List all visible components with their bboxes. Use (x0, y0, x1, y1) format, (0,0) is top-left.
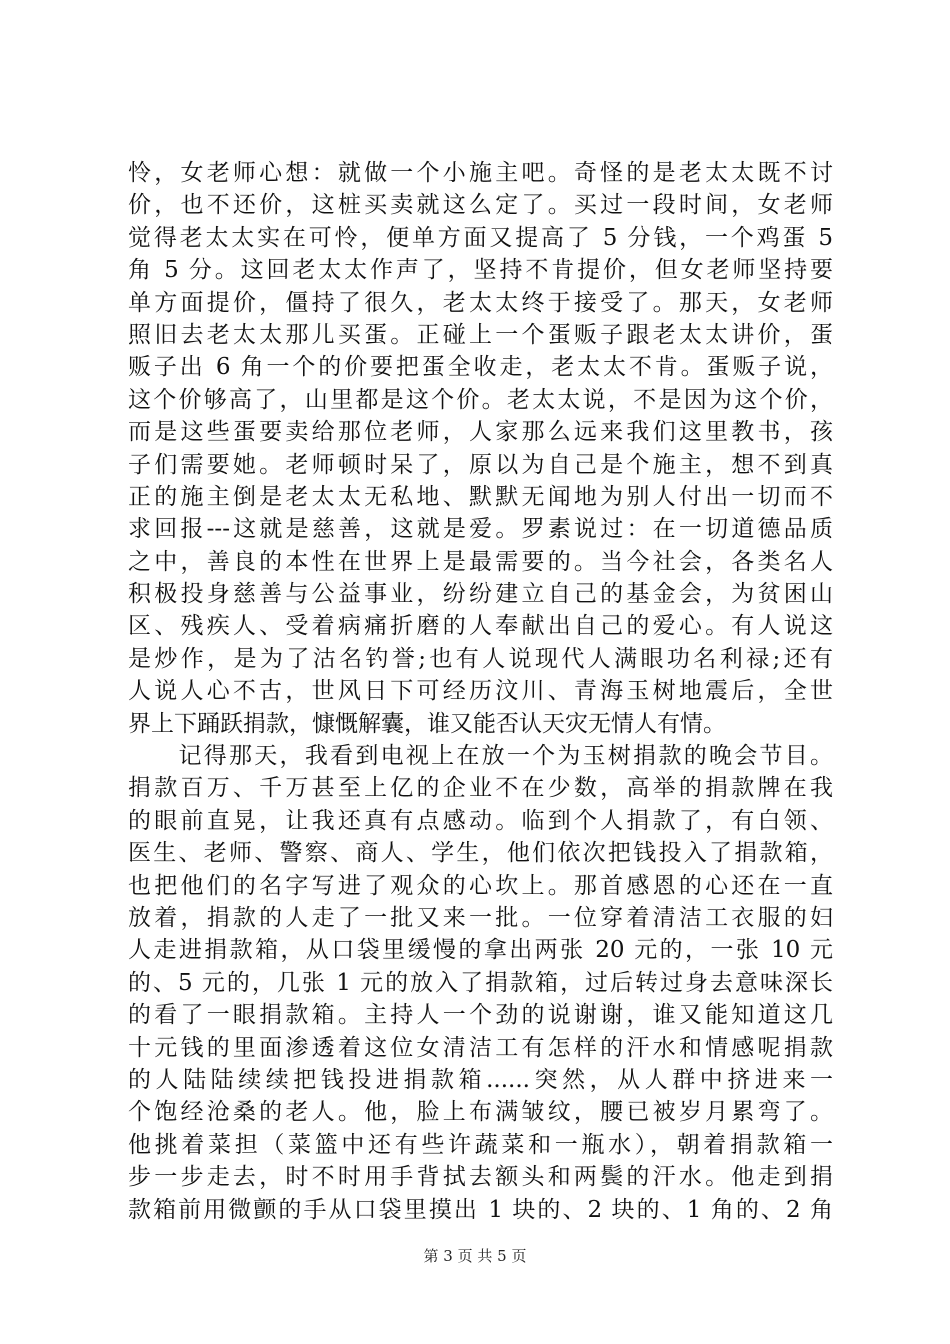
text-line: 是炒作，是为了沽名钓誉;也有人说现代人满眼功名利禄;还有 (128, 645, 833, 672)
text-line: 子们需要她。老师顿时呆了，原以为自己是个施主，想不到真 (128, 451, 833, 478)
text-line: 价，也不还价，这桩买卖就这么定了。买过一段时间，女老师 (128, 192, 833, 219)
text-line: 个饱经沧桑的老人。他，脸上布满皱纹，腰已被岁月累弯了。 (128, 1099, 833, 1126)
text-line: 而是这些蛋要卖给那位老师，人家那么远来我们这里教书，孩 (128, 419, 833, 446)
text-line: 的、5 元的，几张 1 元的放入了捐款箱，过后转过身去意味深长 (128, 969, 833, 996)
text-line: 放着，捐款的人走了一批又来一批。一位穿着清洁工衣服的妇 (128, 904, 833, 931)
text-line: 求回报---这就是慈善，这就是爱。罗素说过：在一切道德品质 (128, 516, 833, 543)
text-line: 的看了一眼捐款箱。主持人一个劲的说谢谢，谁又能知道这几 (128, 1002, 833, 1029)
paragraph-start-line: 记得那天，我看到电视上在放一个为玉树捐款的晚会节目。 (128, 743, 833, 770)
text-line: 区、残疾人、受着病痛折磨的人奉献出自己的爱心。有人说这 (128, 613, 833, 640)
text-line: 觉得老太太实在可怜，便单方面又提高了 5 分钱，一个鸡蛋 5 (128, 224, 833, 251)
text-line: 医生、老师、警察、商人、学生，他们依次把钱投入了捐款箱， (128, 840, 833, 867)
text-line: 照旧去老太太那儿买蛋。正碰上一个蛋贩子跟老太太讲价，蛋 (128, 321, 833, 348)
text-line: 单方面提价，僵持了很久，老太太终于接受了。那天，女老师 (128, 289, 833, 316)
text-line: 怜，女老师心想：就做一个小施主吧。奇怪的是老太太既不讨 (128, 160, 833, 186)
text-line: 人说人心不古，世风日下可经历汶川、青海玉树地震后，全世 (128, 678, 833, 705)
paragraph-end-line: 界上下踊跃捐款，慷慨解囊，谁又能否认天灾无情人有情。 (128, 710, 726, 737)
text-line: 这个价够高了，山里都是这个价。老太太说，不是因为这个价， (128, 386, 833, 413)
text-line: 款箱前用微颤的手从口袋里摸出 1 块的、2 块的、1 角的、2 角 (128, 1196, 833, 1223)
text-line: 正的施主倒是老太太无私地、默默无闻地为别人付出一切而不 (128, 483, 833, 510)
text-line: 的人陆陆续续把钱投进捐款箱......突然，从人群中挤进来一 (128, 1066, 833, 1093)
page-number-footer: 第 3 页 共 5 页 (423, 1247, 527, 1265)
text-line: 人走进捐款箱，从口袋里缓慢的拿出两张 20 元的，一张 10 元 (128, 937, 833, 964)
text-line: 十元钱的里面渗透着这位女清洁工有怎样的汗水和情感呢捐款 (128, 1034, 833, 1061)
text-line: 角 5 分。这回老太太作声了，坚持不肯提价，但女老师坚持要 (128, 257, 833, 284)
text-line: 他挑着菜担（菜篮中还有些许蔬菜和一瓶水），朝着捐款箱一 (128, 1131, 833, 1158)
text-line: 之中，善良的本性在世界上是最需要的。当今社会，各类名人 (128, 548, 833, 575)
text-line: 积极投身慈善与公益事业，纷纷建立自己的基金会，为贫困山 (128, 581, 833, 608)
text-line: 贩子出 6 角一个的价要把蛋全收走，老太太不肯。蛋贩子说， (128, 354, 833, 381)
text-line: 捐款百万、千万甚至上亿的企业不在少数，高举的捐款牌在我 (128, 775, 833, 802)
body-text (128, 157, 833, 1226)
text-line: 也把他们的名字写进了观众的心坎上。那首感恩的心还在一直 (128, 872, 833, 899)
text-line: 的眼前直晃，让我还真有点感动。临到个人捐款了，有白领、 (128, 807, 833, 834)
text-line: 步一步走去，时不时用手背拭去额头和两鬓的汗水。他走到捐 (128, 1164, 833, 1191)
